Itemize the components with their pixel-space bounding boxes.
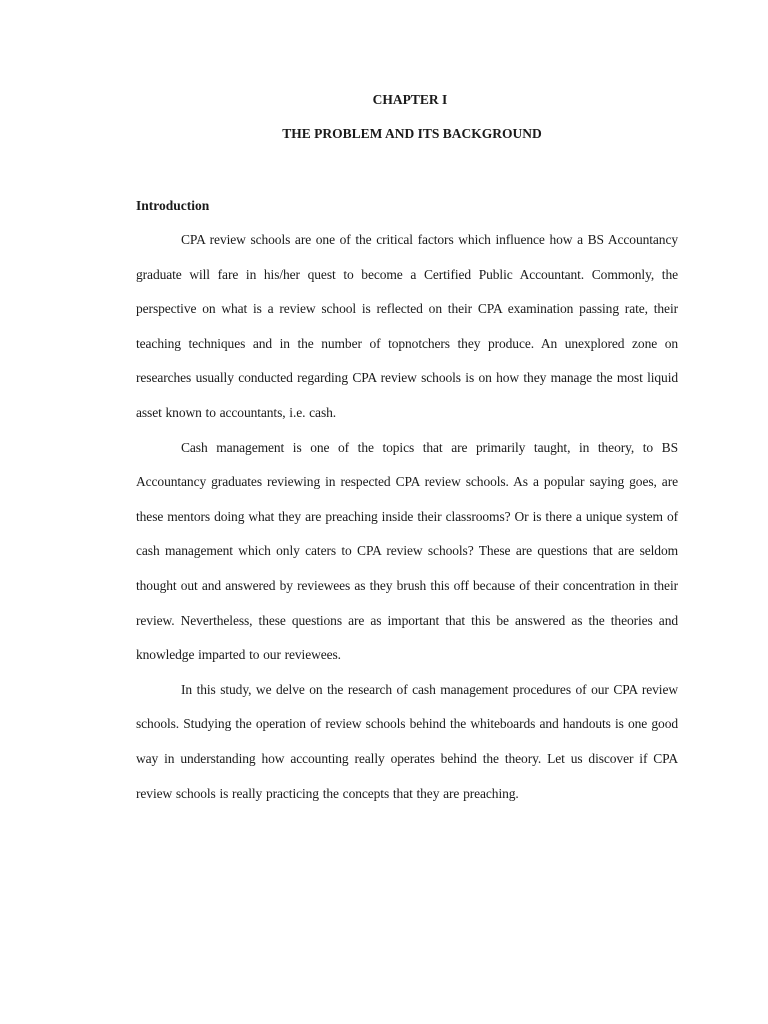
section-heading: Introduction [136, 198, 210, 213]
paragraph-3: In this study, we delve on the research of cash management procedures of our CPA review schools. Studying the operation of review schools behind the whiteboards and handouts is one good way in understanding how accounting really operates behind the theory. Let us discover if CPA review schools is really practicing the concepts that they are preaching. [136, 681, 678, 801]
chapter-label: CHAPTER I [372, 92, 448, 107]
page-content [136, 90, 678, 811]
paragraph-1: CPA review schools are one of the critical factors which influence how a BS Accountancy graduate will fare in his/her quest to become a Certified Public Accountant. Commonly, the perspective on what is a review school is reflected on their CPA examination passing rate, their teaching techniques and in the number of topnotchers they produce. An unexplored zone on researches usually conducted regarding CPA review schools is on how they manage the most liquid asset known to accountants, i.e. cash. [136, 232, 678, 420]
chapter-title: THE PROBLEM AND ITS BACKGROUND [282, 126, 542, 141]
paragraph-2: Cash management is one of the topics that are primarily taught, in theory, to BS Accountancy graduates reviewing in respected CPA review schools. As a popular saying goes, are these mentors doing what they are preaching inside their classrooms? Or is there a unique system of cash management which only caters to CPA review schools? These are questions that are seldom thought out and answered by reviewees as they brush this off because of their concentration in their review. Nevertheless, these questions are as important that this be answered as the theories and knowledge imparted to our reviewees. [136, 439, 678, 663]
